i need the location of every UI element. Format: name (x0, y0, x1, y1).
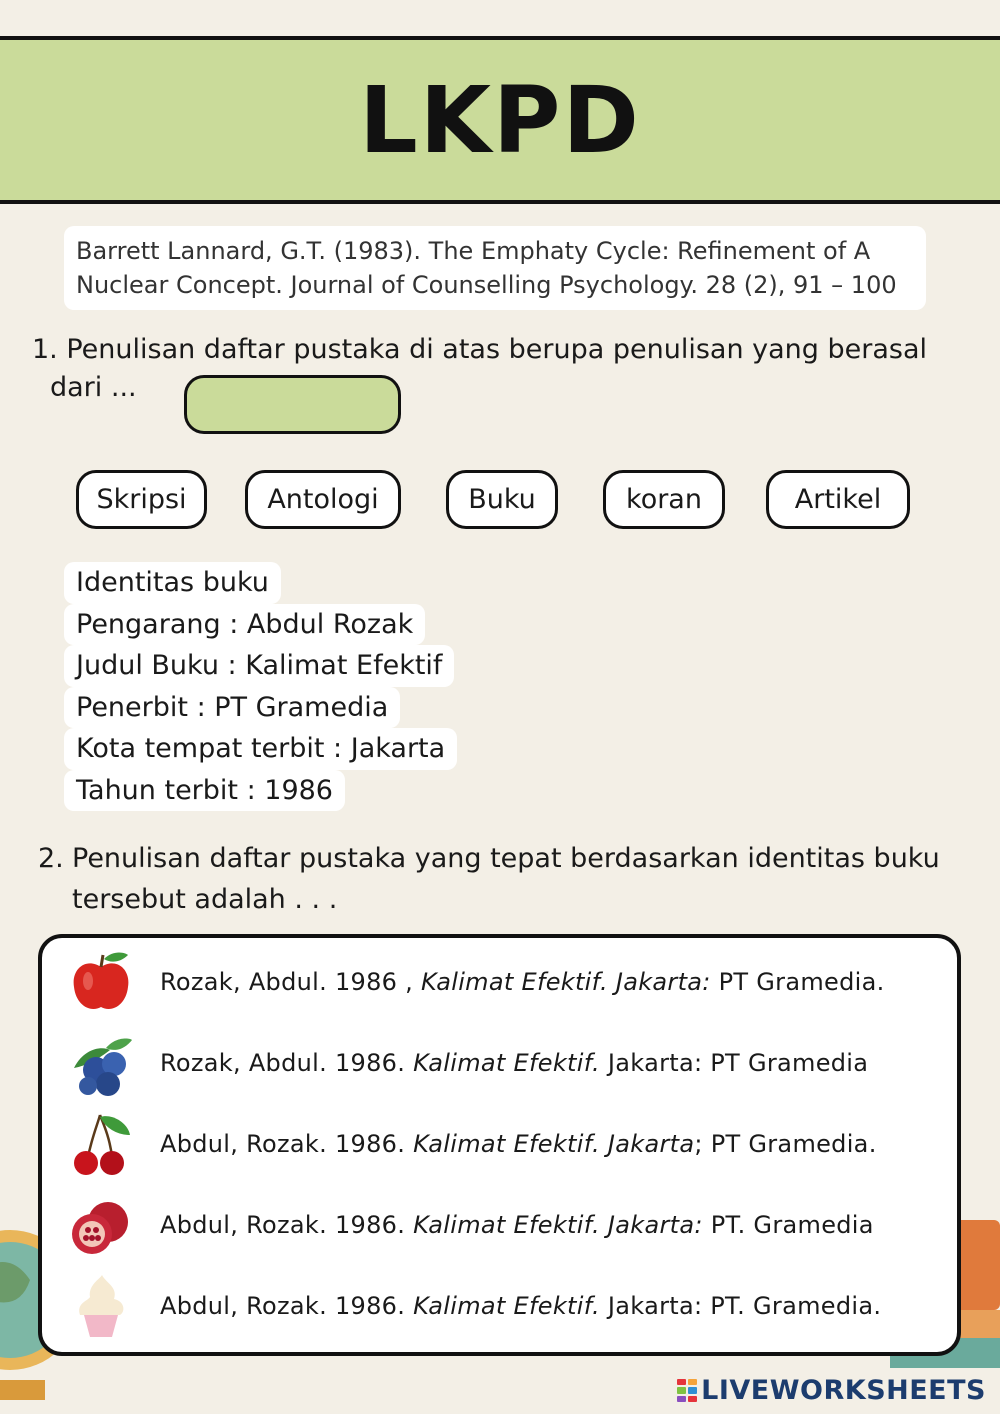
option-b-text: Rozak, Abdul. 1986. Kalimat Efektif. Jakarta: PT Gramedia (160, 1049, 869, 1077)
blueberry-icon (66, 1028, 136, 1098)
cherry-icon (66, 1109, 136, 1179)
choice-antologi[interactable]: Antologi (245, 470, 401, 529)
question-2-number: 2. (38, 843, 64, 874)
options-box (38, 934, 961, 1356)
brand-name: LIVEWORKSHEETS (701, 1375, 986, 1406)
citation-line-1: Barrett Lannard, G.T. (1983). The Emphaty Cycle: Refinement of A (76, 237, 871, 265)
citation-line-2: Nuclear Concept. Journal of Counselling Psychology. 28 (2), 91 – 100 (76, 271, 897, 299)
choice-skripsi[interactable]: Skripsi (76, 470, 207, 529)
apple-icon (66, 947, 136, 1017)
identity-publisher: Penerbit : PT Gramedia (64, 687, 400, 729)
choice-koran[interactable]: koran (603, 470, 725, 529)
question-2-line-2: tersebut adalah . . . (72, 884, 338, 915)
citation-box (64, 226, 926, 310)
question-1: 1. Penulisan daftar pustaka di atas berupa penulisan yang berasal (32, 334, 928, 365)
page-title: LKPD (359, 66, 641, 174)
option-d[interactable] (66, 1189, 926, 1261)
option-e[interactable] (66, 1270, 926, 1342)
identity-author: Pengarang : Abdul Rozak (64, 604, 425, 646)
identity-title: Judul Buku : Kalimat Efektif (64, 645, 454, 687)
pomegranate-icon (66, 1190, 136, 1260)
question-1-continued: dari ... (50, 372, 137, 403)
option-a[interactable] (66, 946, 926, 1018)
question-2 (38, 838, 968, 920)
option-e-text: Abdul, Rozak. 1986. Kalimat Efektif. Jakarta: PT. Gramedia. (160, 1292, 882, 1320)
option-d-text: Abdul, Rozak. 1986. Kalimat Efektif. Jakarta: PT. Gramedia (160, 1211, 874, 1239)
choice-buku[interactable]: Buku (446, 470, 558, 529)
option-a-text: Rozak, Abdul. 1986 , Kalimat Efektif. Jakarta: PT Gramedia. (160, 968, 885, 996)
liveworksheets-logo[interactable] (677, 1375, 986, 1406)
identity-heading: Identitas buku (64, 562, 281, 604)
option-b[interactable] (66, 1027, 926, 1099)
option-c[interactable] (66, 1108, 926, 1180)
option-c-text: Abdul, Rozak. 1986. Kalimat Efektif. Jakarta; PT Gramedia. (160, 1130, 877, 1158)
book-identity (64, 562, 457, 811)
header-band (0, 36, 1000, 204)
logo-mark-icon (677, 1379, 697, 1403)
question-2-line-1: Penulisan daftar pustaka yang tepat berdasarkan identitas buku (72, 843, 940, 874)
identity-year: Tahun terbit : 1986 (64, 770, 345, 812)
identity-city: Kota tempat terbit : Jakarta (64, 728, 457, 770)
ice-cream-icon (66, 1271, 136, 1341)
choice-artikel[interactable]: Artikel (766, 470, 910, 529)
answer-dropzone[interactable] (184, 375, 401, 434)
